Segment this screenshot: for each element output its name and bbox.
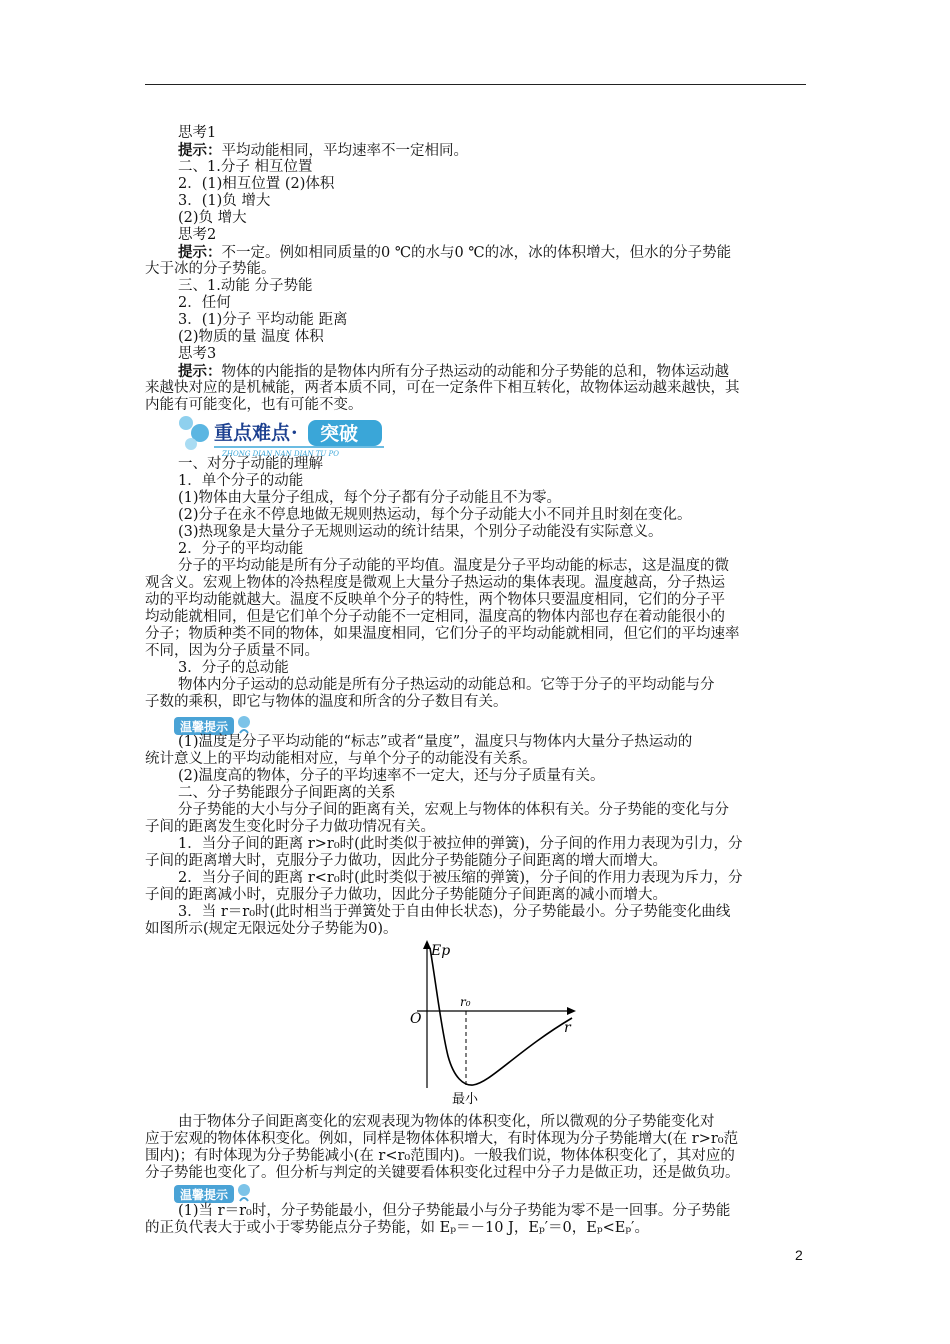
origin-label: O <box>410 1011 422 1027</box>
tip-bulb-icon <box>238 716 250 728</box>
banner-title: 重点难点 <box>214 422 291 444</box>
text-line: 三、1.动能 分子势能 <box>178 278 313 294</box>
potential-energy-figure <box>400 938 590 1108</box>
banner-dot: · <box>291 422 298 444</box>
y-axis-label: Ep <box>431 943 451 959</box>
text-line: (1)当 r＝r₀时，分子势能最小，但分子势能最小与分子势能为零不是一回事。分子势能 <box>178 1203 731 1219</box>
text-line: (2)温度高的物体，分子的平均速率不一定大，还与分子质量有关。 <box>178 768 605 784</box>
text-line: 统计意义上的平均动能相对应，与单个分子的动能没有关系。 <box>145 751 537 767</box>
text-line: 内能有可能变化，也有可能不变。 <box>145 397 363 413</box>
text-line: 二、1.分子 相互位置 <box>178 159 313 175</box>
text-line: 分子的平均动能是所有分子动能的平均值。温度是分子平均动能的标志，这是温度的微 <box>178 558 729 574</box>
text-line: 思考1 <box>178 125 217 141</box>
text-line: 均动能就相同，但是它们单个分子动能不一定相同，温度高的物体内部也存在着动能很小的 <box>145 609 725 625</box>
text-line: 来越快对应的是机械能，两者本质不同，可在一定条件下相互转化，故物体运动越来越快，其 <box>145 380 740 396</box>
text-line: 动的平均动能就越大。温度不反映单个分子的特性，两个物体只要温度相同，它们的分子平 <box>145 592 725 608</box>
x-axis-label: r <box>564 1020 571 1036</box>
text-line <box>178 244 731 262</box>
text-line: 分子势能的大小与分子间的距离有关，宏观上与物体的体积有关。分子势能的变化与分 <box>178 802 729 818</box>
banner-bubble-icon <box>185 438 197 450</box>
tip-sparkle-icon <box>240 730 248 733</box>
text-line: 不同，因为分子质量不同。 <box>145 643 319 659</box>
tip-bulb-icon <box>238 1184 250 1196</box>
y-axis-arrow <box>423 940 431 949</box>
text-line: 3．(1)分子 平均动能 距离 <box>178 312 348 328</box>
text-line: 由于物体分子间距离变化的宏观表现为物体的体积变化，所以微观的分子势能变化对 <box>178 1114 715 1130</box>
text-line <box>178 363 729 381</box>
tip-sparkle-icon <box>240 1198 248 1201</box>
text-line: (1)物体由大量分子组成，每个分子都有分子动能且不为零。 <box>178 490 562 506</box>
text-line: 应于宏观的物体体积变化。例如，同样是物体体积增大，有时体现为分子势能增大(在 r>r₀范 <box>145 1131 739 1147</box>
x-axis-arrow <box>567 1007 576 1015</box>
hint-text: 不一定。例如相同质量的0 ℃的水与0 ℃的冰，冰的体积增大，但水的分子势能 <box>221 245 732 261</box>
text-line: (3)热现象是大量分子无规则运动的统计结果，个别分子动能没有实际意义。 <box>178 524 663 540</box>
hint-text: 物体的内能指的是物体内所有分子热运动的动能和分子势能的总和，物体运动越 <box>221 364 729 380</box>
text-line: (2)负 增大 <box>178 210 247 226</box>
text-line: 2．任何 <box>178 295 231 311</box>
section-banner <box>174 411 394 457</box>
hint-label: 提示： <box>178 142 222 159</box>
text-line: 1．当分子间的距离 r>r₀时(此时类似于被拉伸的弹簧)，分子间的作用力表现为引力，分 <box>178 836 743 852</box>
section-heading: 一、对分子动能的理解 <box>178 456 323 472</box>
potential-curve <box>430 948 572 1085</box>
banner-pinyin: ZHONG DIAN NAN DIAN TU PO <box>222 450 339 457</box>
text-line: 分子；物质种类不同的物体，如果温度相同，它们分子的平均动能就相同，但它们的平均速率 <box>145 626 740 642</box>
text-line <box>178 142 468 160</box>
banner-accent: 突破 <box>320 423 359 445</box>
text-line: 2．当分子间的距离 r<r₀时(此时类似于被压缩的弹簧)，分子间的作用力表现为斥力，分 <box>178 870 743 886</box>
hint-text: 平均动能相同，平均速率不一定相同。 <box>221 143 468 159</box>
text-line: 思考3 <box>178 346 217 362</box>
hint-label: 提示： <box>178 363 222 380</box>
text-line: 1．单个分子的动能 <box>178 473 304 489</box>
text-line: (1)温度是分子平均动能的“标志”或者“量度”，温度只与物体内大量分子热运动的 <box>178 734 693 750</box>
text-line: 3．当 r＝r₀时(此时相当于弹簧处于自由伸长状态)，分子势能最小。分子势能变化曲线 <box>178 904 731 920</box>
text-line: (2)分子在永不停息地做无规则热运动，每个分子动能大小不同并且时刻在变化。 <box>178 507 692 523</box>
section-heading: 二、分子势能跟分子间距离的关系 <box>178 785 396 801</box>
text-line: 子间的距离增大时，克服分子力做功，因此分子势能随分子间距离的增大而增大。 <box>145 853 667 869</box>
text-line: 2．分子的平均动能 <box>178 541 304 557</box>
text-line: 3．分子的总动能 <box>178 660 289 676</box>
text-line: 子数的乘积，即它与物体的温度和所含的分子数目有关。 <box>145 694 508 710</box>
page-number: 2 <box>795 1247 803 1263</box>
text-line: 子间的距离发生变化时分子力做功情况有关。 <box>145 819 435 835</box>
text-line: 的正负代表大于或小于零势能点分子势能，如 Eₚ＝－10 J，Eₚ′＝0，Eₚ<Eₚ′。 <box>145 1220 649 1236</box>
text-line: 观含义。宏观上物体的冷热程度是微观上大量分子热运动的集体表现。温度越高，分子热运 <box>145 575 725 591</box>
text-line: 如图所示(规定无限远处分子势能为0)。 <box>145 921 398 937</box>
minimum-label: 最小 <box>452 1092 479 1107</box>
text-line: 思考2 <box>178 227 217 243</box>
text-line: 物体内分子运动的总动能是所有分子热运动的动能总和。它等于分子的平均动能与分 <box>178 677 715 693</box>
r0-label: r₀ <box>460 995 471 1009</box>
text-line: 围内)；有时体现为分子势能减小(在 r<r₀范围内)。一般我们说，物体体积变化了，其对应的 <box>145 1148 735 1164</box>
text-line: 2．(1)相互位置 (2)体积 <box>178 176 335 192</box>
hint-label: 提示： <box>178 244 222 261</box>
text-line: 分子势能也变化了。但分析与判定的关键要看体积变化过程中分子力是做正功，还是做负功。 <box>145 1165 740 1181</box>
text-line: 3．(1)负 增大 <box>178 193 271 209</box>
tip-badge-label: 温馨提示 <box>180 720 229 734</box>
text-line: (2)物质的量 温度 体积 <box>178 329 324 345</box>
tip-badge-label: 温馨提示 <box>180 1188 229 1202</box>
text-line: 子间的距离减小时，克服分子力做功，因此分子势能随分子间距离的减小而增大。 <box>145 887 667 903</box>
header-rule <box>145 84 806 85</box>
banner-bubble-icon <box>179 416 193 430</box>
text-line: 大于冰的分子势能。 <box>145 261 276 277</box>
